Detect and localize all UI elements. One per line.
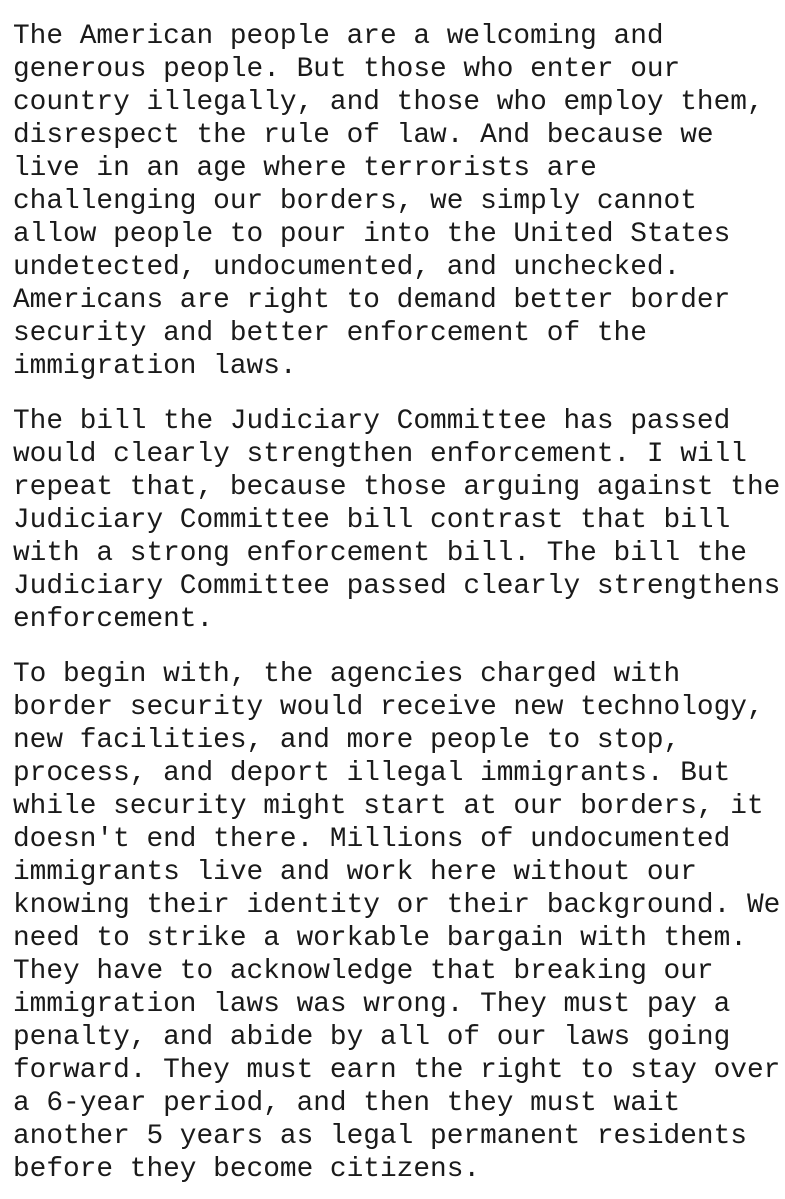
text-line: The bill the Judiciary Committee has passed	[13, 406, 731, 437]
text-line: Judiciary Committee bill contrast that bill	[13, 505, 731, 536]
text-line: country illegally, and those who employ them,	[13, 87, 764, 118]
text-line: Americans are right to demand better border	[13, 285, 731, 316]
text-line: allow people to pour into the United States	[13, 219, 731, 250]
text-line: They have to acknowledge that breaking our	[13, 956, 714, 987]
text-line: border security would receive new technology,	[13, 692, 764, 723]
text-line: doesn't end there. Millions of undocumented	[13, 824, 731, 855]
text-line: enforcement.	[13, 604, 214, 635]
text-line: forward. They must earn the right to stay over	[13, 1055, 781, 1086]
paragraph-2	[13, 405, 785, 636]
text-line: penalty, and abide by all of our laws going	[13, 1022, 731, 1053]
text-line: live in an age where terrorists are	[13, 153, 597, 184]
paragraph-3	[13, 658, 785, 1186]
text-line: challenging our borders, we simply cannot	[13, 186, 697, 217]
text-line: process, and deport illegal immigrants. But	[13, 758, 731, 789]
text-line: immigration laws.	[13, 351, 297, 382]
text-line: To begin with, the agencies charged with	[13, 659, 681, 690]
text-line: immigrants live and work here without our	[13, 857, 697, 888]
text-line: before they become citizens.	[13, 1154, 481, 1185]
text-line: another 5 years as legal permanent residents	[13, 1121, 747, 1152]
text-line: Judiciary Committee passed clearly strengthens	[13, 571, 781, 602]
text-line: immigration laws was wrong. They must pay a	[13, 989, 731, 1020]
text-line: while security might start at our borders, it	[13, 791, 764, 822]
paragraph-1	[13, 20, 785, 383]
text-line: The American people are a welcoming and	[13, 21, 664, 52]
text-line: generous people. But those who enter our	[13, 54, 681, 85]
text-line: repeat that, because those arguing against the	[13, 472, 781, 503]
text-line: knowing their identity or their background. We	[13, 890, 781, 921]
text-line: a 6-year period, and then they must wait	[13, 1088, 681, 1119]
text-line: undetected, undocumented, and unchecked.	[13, 252, 681, 283]
text-line: need to strike a workable bargain with them.	[13, 923, 747, 954]
text-line: new facilities, and more people to stop,	[13, 725, 681, 756]
text-line: would clearly strengthen enforcement. I will	[13, 439, 747, 470]
text-line: security and better enforcement of the	[13, 318, 647, 349]
text-line: disrespect the rule of law. And because we	[13, 120, 714, 151]
text-line: with a strong enforcement bill. The bill the	[13, 538, 747, 569]
